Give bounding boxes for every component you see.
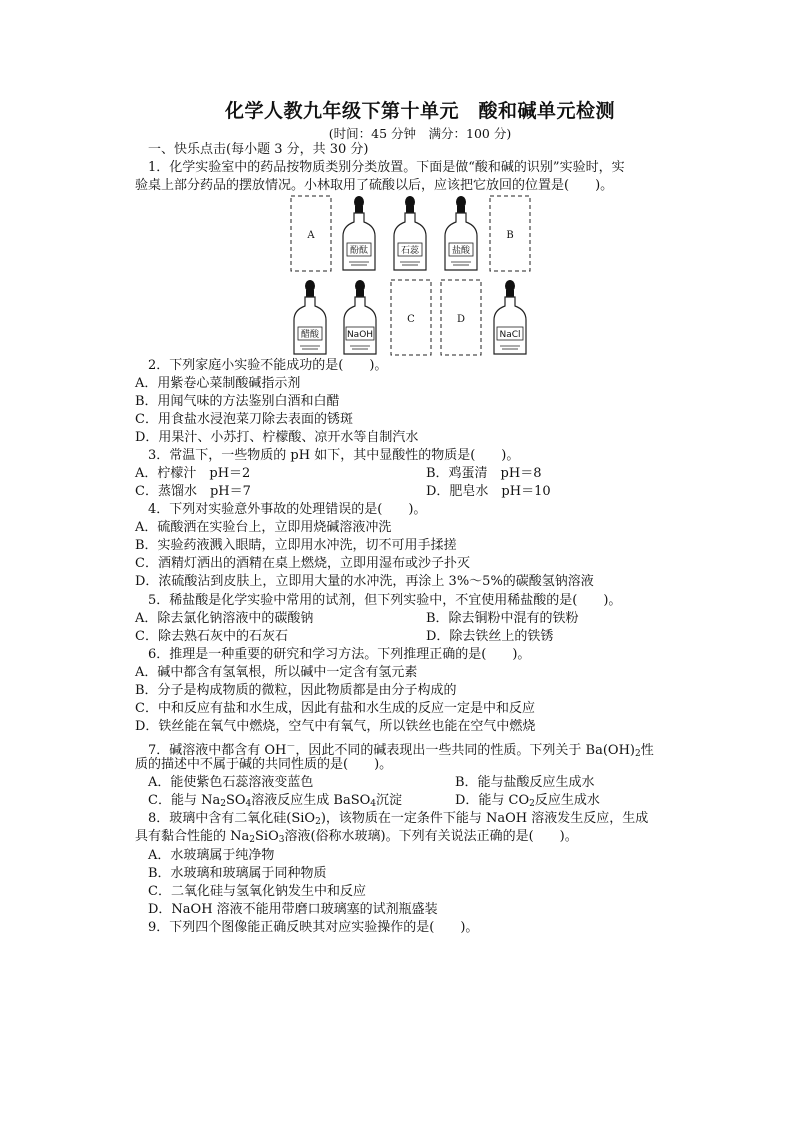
svg-text:D: D [456, 314, 466, 325]
q9-stem: 9．下列四个图像能正确反映其对应实验操作的是( )。 [148, 920, 479, 935]
q5-option-a: A．除去氯化钠溶液中的碳酸钠 [135, 611, 314, 626]
q4-option-b: B．实验药液溅入眼睛，立即用水冲洗，切不可用手揉搓 [135, 538, 457, 553]
q7-option-d: D．能与 $CO_2$反应生成水 [455, 793, 600, 809]
q3-option-b: B．鸡蛋清 pH＝8 [426, 466, 542, 481]
reagent-bottle-nacl [494, 280, 526, 354]
exam-time-score: (时间：45 分钟 满分：100 分) [328, 126, 512, 141]
q6-option-d: D．铁丝能在氧气中燃烧，空气中有氧气，所以铁丝也能在空气中燃烧 [135, 719, 536, 734]
q3-option-a: A．柠檬汁 pH＝2 [135, 466, 251, 481]
q5-stem: 5．稀盐酸是化学实验中常用的试剂，但下列实验中，不宜使用稀盐酸的是( )。 [148, 593, 622, 608]
svg-text:盐酸: 盐酸 [451, 246, 471, 256]
q2-option-d: D．用果汁、小苏打、柠檬酸、凉开水等自制汽水 [135, 430, 419, 445]
q4-option-a: A．硫酸洒在实验台上，立即用烧碱溶液冲洗 [135, 520, 392, 535]
q7-option-b: B．能与盐酸反应生成水 [455, 775, 595, 790]
page-title: 化学人教九年级下第十单元 酸和碱单元检测 [224, 100, 615, 122]
q4-option-c: C．酒精灯洒出的酒精在桌上燃烧，立即用湿布或沙子扑灭 [135, 556, 470, 571]
svg-text:A: A [307, 230, 315, 241]
q1-position-a [291, 196, 331, 271]
svg-text:NaOH: NaOH [346, 330, 374, 340]
q2-option-a: A．用紫卷心菜制酸碱指示剂 [135, 376, 301, 391]
svg-text:酚酞: 酚酞 [349, 246, 369, 256]
q6-option-a: A．碱中都含有氢氧根，所以碱中一定含有氢元素 [135, 665, 418, 680]
q8-stem-line1: 8．玻璃中含有二氧化硅(SiO$_2$)，该物质在一定条件下能与 NaOH 溶液发生反应，生成 [148, 811, 649, 827]
q1-figure-reagent-shelf [0, 0, 794, 360]
reagent-bottle-naoh [344, 280, 376, 354]
q2-option-b: B．用闻气味的方法鉴别白酒和白醋 [135, 394, 340, 409]
q8-option-a: A．水玻璃属于纯净物 [148, 848, 275, 863]
reagent-bottle-phenolphthalein [343, 196, 375, 270]
q7-option-c: C．能与 $Na_2SO_4$溶液反应生成 BaSO$_4$沉淀 [148, 793, 403, 809]
reagent-bottle-acetic-acid [294, 280, 326, 354]
q4-stem: 4．下列对实验意外事故的处理错误的是( )。 [148, 502, 427, 517]
q6-option-b: B．分子是构成物质的微粒，因此物质都是由分子构成的 [135, 683, 457, 698]
svg-text:醋酸: 醋酸 [300, 330, 320, 340]
svg-text:石蕊: 石蕊 [400, 246, 420, 256]
q8-option-c: C．二氧化硅与氢氧化钠发生中和反应 [148, 884, 366, 899]
svg-text:NaCl: NaCl [499, 330, 521, 340]
q5-option-c: C．除去熟石灰中的石灰石 [135, 629, 288, 644]
q3-option-c: C．蒸馏水 pH＝7 [135, 484, 251, 499]
q2-option-c: C．用食盐水浸泡菜刀除去表面的锈斑 [135, 412, 353, 427]
q4-option-d: D．浓硫酸沾到皮肤上，立即用大量的水冲洗，再涂上 3%～5%的碳酸氢钠溶液 [135, 574, 594, 589]
q7-stem-line1: 7．碱溶液中都含有 OH－，因此不同的碱表现出一些共同的性质。下列关于 $Ba(OH)_2$性 [148, 742, 654, 759]
q7-option-a: A．能使紫色石蕊溶液变蓝色 [148, 775, 314, 790]
q2-stem: 2．下列家庭小实验不能成功的是( )。 [148, 358, 388, 373]
q5-option-b: B．除去铜粉中混有的铁粉 [426, 611, 579, 626]
q1-position-d [441, 280, 481, 355]
q7-stem-line2: 质的描述中不属于碱的共同性质的是( )。 [135, 757, 393, 772]
q1-stem-line2: 验桌上部分药品的摆放情况。小林取用了硫酸以后，应该把它放回的位置是( )。 [135, 178, 614, 193]
reagent-bottle-hydrochloric-acid [445, 196, 477, 270]
q6-stem: 6．推理是一种重要的研究和学习方法。下列推理正确的是( )。 [148, 647, 531, 662]
q5-option-d: D．除去铁丝上的铁锈 [426, 629, 554, 644]
q1-position-b [490, 196, 530, 271]
q6-option-c: C．中和反应有盐和水生成，因此有盐和水生成的反应一定是中和反应 [135, 701, 535, 716]
q3-option-d: D．肥皂水 pH＝10 [426, 484, 551, 499]
q8-option-b: B．水玻璃和玻璃属于同种物质 [148, 866, 327, 881]
q8-stem-line2: 具有黏合性能的 $Na_2SiO_3$溶液(俗称水玻璃)。下列有关说法正确的是( )。 [135, 829, 578, 845]
svg-text:B: B [506, 230, 514, 241]
reagent-bottle-litmus [394, 196, 426, 270]
q8-option-d: D．NaOH 溶液不能用带磨口玻璃塞的试剂瓶盛装 [148, 902, 438, 917]
svg-text:C: C [407, 314, 415, 325]
q3-stem: 3．常温下，一些物质的 pH 如下，其中显酸性的物质是( )。 [148, 448, 520, 463]
q1-position-c [391, 280, 431, 355]
section-heading: 一、快乐点击(每小题 3 分，共 30 分) [148, 142, 369, 157]
q1-stem-line1: 1．化学实验室中的药品按物质类别分类放置。下面是做“酸和碱的识别”实验时，实 [148, 160, 625, 175]
